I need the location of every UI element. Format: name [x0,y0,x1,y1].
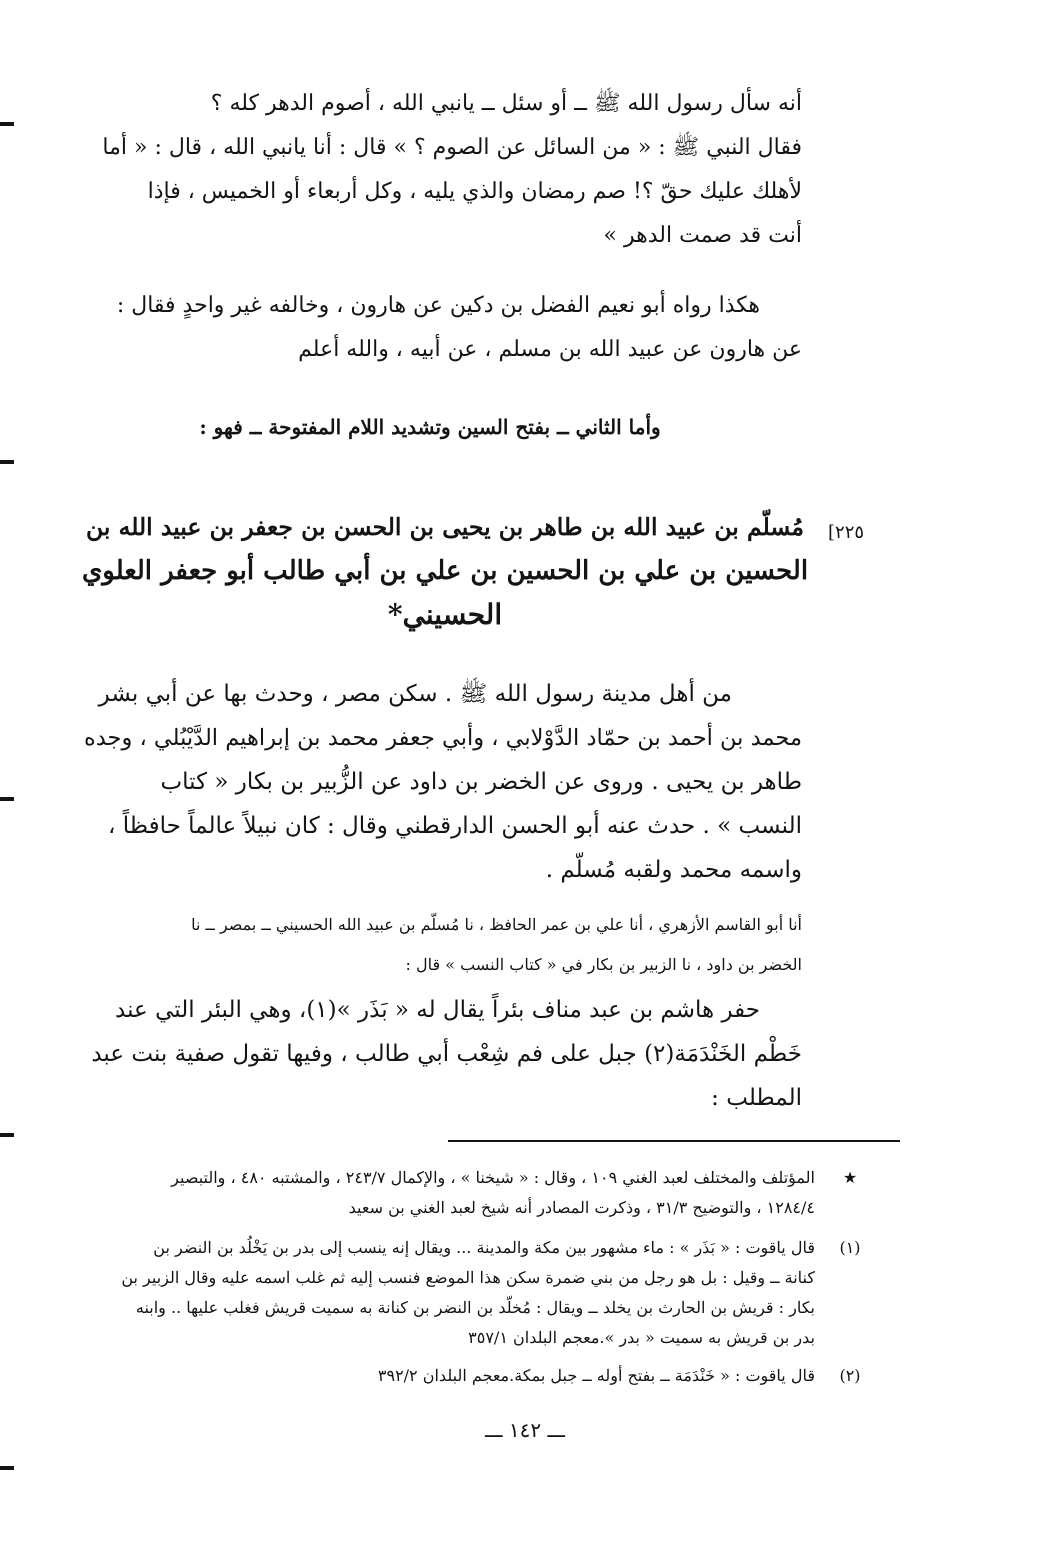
footnote-label: (٢) [839,1366,861,1385]
scan-mark [0,1133,14,1137]
text-line: محمد بن أحمد بن حمّاد الدَّوْلابي ، وأبي جعفر محمد بن إبراهيم الدَّيْبُلي ، وجده [83,725,802,751]
scan-mark [0,1466,14,1470]
title-line: الحسين بن علي بن الحسين بن علي بن أبي طالب أبو جعفر العلوي [81,556,809,586]
text-line: أنا أبو القاسم الأزهري ، أنا علي بن عمر الحافظ ، نا مُسلّم بن عبيد الله الحسيني ــ بمصر ــ نا [191,915,802,934]
narration-paragraph [80,988,802,1120]
text-line: النسب » . حدث عنه أبو الحسن الدارقطني وقال : كان نبيلاً عالماً حافظاً ، [108,813,802,839]
footnote-line: بكار : قريش بن الحارث بن يخلد ــ ويقال : مُخلّد بن النضر بن كنانة به سميت قريش فغلب عليها .. وابنه [135,1298,815,1317]
footnote-line: قال ياقوت : « بَذَر » : ماء مشهور بين مكة والمدينة ... ويقال إنه ينسب إلى بدر بن يَخْلُد بن النضر بن [153,1238,815,1257]
text-line: المطلب : [711,1085,802,1111]
scan-mark [0,122,14,126]
footnote-line: كنانة ــ وقيل : بل هو رجل من بني ضمرة سكن هذا الموضع فنسب إليه ثم غلب اسمه عليه وقال الزبير بن [121,1268,815,1287]
footnote-line: بدر بن قريش به سميت « بدر ».معجم البلدان ٣٥٧/١ [468,1328,815,1347]
text-line: طاهر بن يحيى . وروى عن الخضر بن داود عن الزُّبير بن بكار « كتاب [160,769,802,795]
text-line: لأهلك عليك حقّ ؟! صم رمضان والذي يليه ، وكل أربعاء أو الخميس ، فإذا [147,179,802,204]
footnote-line: ١٢٨٤/٤ ، والتوضيح ٣١/٣ ، وذكرت المصادر أنه شيخ لعبد الغني بن سعيد [348,1198,815,1217]
footnote-star [80,1163,858,1223]
footnote-separator [448,1140,900,1142]
text-line: هكذا رواه أبو نعيم الفضل بن دكين عن هارون ، وخالفه غير واحدٍ فقال : [116,293,760,318]
footnote-2 [80,1361,861,1391]
text-line: عن هارون عن عبيد الله بن مسلم ، عن أبيه ، والله أعلم [298,337,802,362]
footnote-1 [80,1233,861,1353]
footnote-label: ★ [842,1168,858,1187]
entry-number: [٢٢٥ [828,522,865,543]
page-number: ـــ ١٤٢ ـــ [484,1418,566,1442]
isnad-chain [80,905,802,985]
text-line: أنت قد صمت الدهر » [603,223,802,248]
footnote-label: (١) [839,1238,861,1257]
entry-title [80,505,810,637]
section-heading: وأما الثاني ــ بفتح السين وتشديد اللام المفتوحة ــ فهو : [199,415,661,439]
title-line: الحسيني* [387,598,503,631]
footnote-line: قال ياقوت : « خَنْدَمَة ــ بفتح أوله ــ جبل بمكة.معجم البلدان ٣٩٢/٢ [377,1366,815,1385]
scan-mark [0,797,14,801]
text-line: فقال النبي ﷺ : « من السائل عن الصوم ؟ » قال : أنا يانبي الله ، قال : « أما [102,135,802,160]
text-line: من أهل مدينة رسول الله ﷺ . سكن مصر ، وحدث بها عن أبي بشر [98,681,732,707]
footnote-line: المؤتلف والمختلف لعبد الغني ١٠٩ ، وقال : « شيخنا » ، والإكمال ٢٤٣/٧ ، والمشتبه ٤٨٠ ، والتبصير [171,1168,815,1187]
hadith-paragraph [80,82,802,258]
text-line: حفر هاشم بن عبد مناف بئراً يقال له « بَذَر »(١)، وهي البئر التي عند [115,997,760,1023]
text-line: أنه سأل رسول الله ﷺ ــ أو سئل ــ يانبي الله ، أصوم الدهر كله ؟ [210,91,802,116]
scan-mark [0,460,14,464]
text-line: خَطْم الخَنْدَمَة(٢) جبل على فم شِعْب أبي طالب ، وفيها تقول صفية بنت عبد [91,1041,802,1067]
commentary-paragraph [80,284,802,372]
text-line: واسمه محمد ولقبه مُسلّم . [545,857,802,883]
text-line: الخضر بن داود ، نا الزبير بن بكار في « كتاب النسب » قال : [405,955,802,974]
biography-paragraph [80,672,802,892]
title-line: مُسلّم بن عبيد الله بن طاهر بن يحيى بن الحسن بن جعفر بن عبيد الله بن [86,513,804,541]
